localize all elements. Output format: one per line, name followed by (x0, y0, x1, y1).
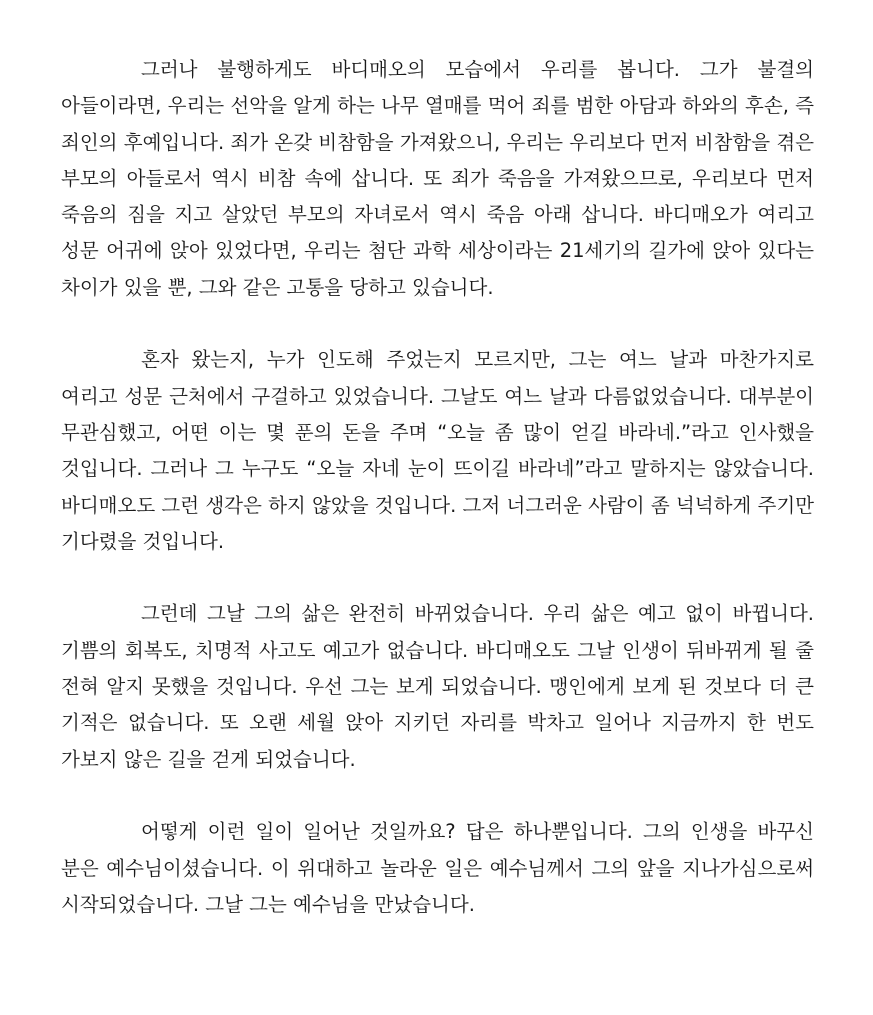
paragraph-1: 그러나 불행하게도 바디매오의 모습에서 우리를 봅니다. 그가 불결의 아들이라면, 우리는 선악을 알게 하는 나무 열매를 먹어 죄를 범한 아담과 하와의 후손, 즉 죄인의 후예입니다. 죄가 온갖 비참함을 가져왔으니, 우리는 우리보다 먼저 비참함을 겪은 부모의 아들로서 역시 비참 속에 삽니다. 또 죄가 죽음을 가져왔으므로, 우리보다 먼저 죽음의 짐을 지고 살았던 부모의 자녀로서 역시 죽음 아래 삽니다. 바디매오가 여리고 성문 어귀에 앉아 있었다면, 우리는 첨단 과학 세상이라는 21세기의 길가에 앉아 있다는 차이가 있을 뿐, 그와 같은 고통을 당하고 있습니다. (61, 58, 814, 299)
paragraph-3: 그런데 그날 그의 삶은 완전히 바뀌었습니다. 우리 삶은 예고 없이 바뀝니다. 기쁨의 회복도, 치명적 사고도 예고가 없습니다. 바디매오도 그날 인생이 뒤바뀌게 될 줄 전혀 알지 못했을 것입니다. 우선 그는 보게 되었습니다. 맹인에게 보게 된 것보다 더 큰 기적은 없습니다. 또 오랜 세월 앉아 지키던 자리를 박차고 일어나 지금까지 한 번도 가보지 않은 길을 걷게 되었습니다. (61, 602, 814, 771)
paragraph-4: 어떻게 이런 일이 일어난 것일까요? 답은 하나뿐입니다. 그의 인생을 바꾸신 분은 예수님이셨습니다. 이 위대하고 놀라운 일은 예수님께서 그의 앞을 지나가심으로써 시작되었습니다. 그날 그는 예수님을 만났습니다. (61, 820, 814, 916)
document-page (61, 52, 814, 923)
paragraph-2: 혼자 왔는지, 누가 인도해 주었는지 모르지만, 그는 여느 날과 마찬가지로 여리고 성문 근처에서 구걸하고 있었습니다. 그날도 여느 날과 다름없었습니다. 대부분이 무관심했고, 어떤 이는 몇 푼의 돈을 주며 “오늘 좀 많이 얻길 바라네.”라고 인사했을 것입니다. 그러나 그 누구도 “오늘 자네 눈이 뜨이길 바라네”라고 말하지는 않았습니다. 바디매오도 그런 생각은 하지 않았을 것입니다. 그저 너그러운 사람이 좀 넉넉하게 주기만 기다렸을 것입니다. (61, 348, 814, 553)
